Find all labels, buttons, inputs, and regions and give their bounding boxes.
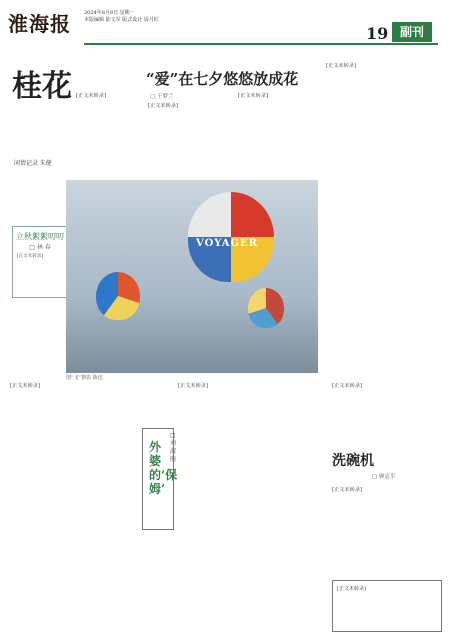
article-column-1: [正文未转录] bbox=[76, 93, 106, 99]
sidebar-title: 立秋絮絮叨叨 bbox=[16, 232, 64, 241]
column-title: 桂花 bbox=[12, 69, 72, 104]
sidebar-box bbox=[12, 226, 68, 298]
sidebar-text: [正文未转录] bbox=[17, 254, 44, 259]
issue-meta bbox=[84, 10, 159, 24]
essay2-column-1: [正文未转录] bbox=[10, 383, 40, 389]
page-number: 19 bbox=[366, 24, 389, 43]
hot-air-balloon-small bbox=[96, 272, 140, 320]
masthead bbox=[0, 0, 450, 44]
photo-caption: 图“飞”摄影 陈迅 bbox=[66, 375, 103, 381]
hot-air-balloon-large bbox=[188, 192, 274, 282]
essay2-title: 外婆的‘保姆’ bbox=[149, 440, 178, 496]
essay2-column-2: [正文未转录] bbox=[178, 383, 208, 389]
newspaper-logo: 淮海报 bbox=[8, 12, 71, 36]
balloon-photo bbox=[66, 180, 318, 373]
article-column-4: [正文未转录] bbox=[326, 63, 356, 69]
main-byline: □ 王梦兰 bbox=[150, 94, 174, 100]
column-section: 闲情记录 朱健 bbox=[14, 160, 52, 167]
essay3-title: 洗碗机 bbox=[332, 453, 374, 469]
balloon-text: VOYAGER bbox=[196, 238, 259, 249]
article-column-3: [正文未转录] bbox=[238, 93, 268, 99]
quote-box: [正文未转录] bbox=[332, 580, 442, 632]
essay2-byline: □ 刘淑鹃 bbox=[170, 432, 177, 463]
sidebar-byline: □ 林 春 bbox=[29, 244, 51, 251]
essay3-column-2: [正文未转录] bbox=[332, 487, 362, 493]
issue-date: 2024年8月8日 星期一 bbox=[84, 10, 135, 16]
main-headline: “爱”在七夕悠悠放成花 bbox=[146, 70, 299, 88]
page-section-label: 副刊 bbox=[392, 22, 432, 42]
essay3-column-1: [正文未转录] bbox=[332, 383, 362, 389]
article-column-2: [正文未转录] bbox=[148, 103, 178, 109]
essay3-byline: □ 顾志军 bbox=[372, 474, 396, 480]
issue-editors: 本版编辑 陆文军 版式设计 周月红 bbox=[84, 17, 159, 23]
hot-air-balloon-small-2 bbox=[248, 288, 284, 328]
header-divider bbox=[84, 43, 438, 45]
